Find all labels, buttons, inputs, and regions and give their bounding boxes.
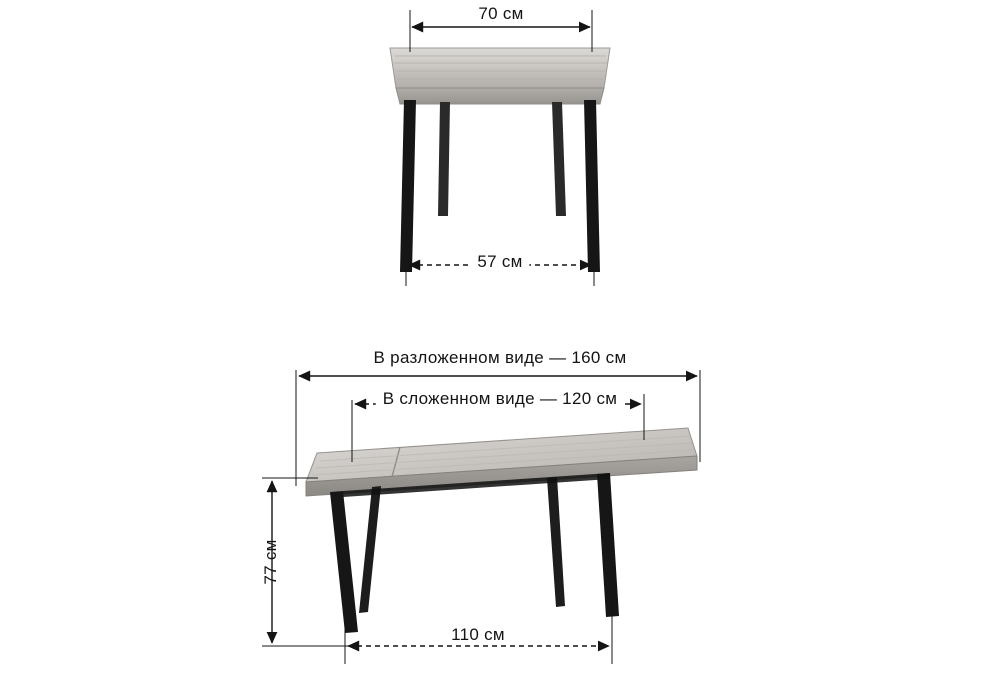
label-top-legs-span: 57 см xyxy=(470,252,529,272)
bottom-view-illustration xyxy=(306,428,697,633)
label-unfolded-width: В разложенном виде — 160 см xyxy=(367,348,634,368)
label-legs-span: 110 см xyxy=(444,625,512,645)
top-view-illustration xyxy=(390,48,610,272)
label-folded-width: В сложенном виде — 120 см xyxy=(376,389,625,409)
label-height: 77 см xyxy=(261,539,280,585)
label-top-width: 70 см xyxy=(478,4,524,23)
